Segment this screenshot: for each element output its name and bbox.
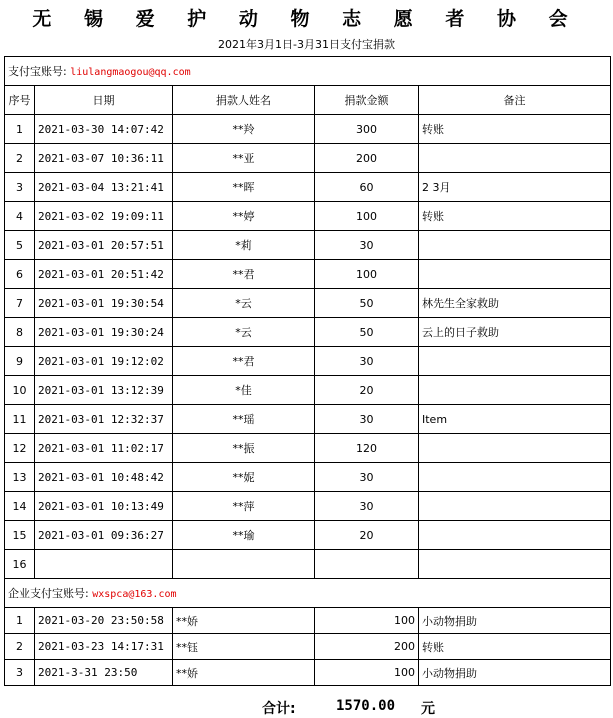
row-amount — [315, 550, 419, 579]
table-row — [5, 376, 611, 405]
row-date: 2021-03-01 20:51:42 — [35, 260, 173, 289]
enterprise-account-email: wxspca@163.com — [92, 589, 177, 600]
row-date: 2021-03-04 13:21:41 — [35, 173, 173, 202]
row-donor-name: *佳 — [173, 376, 315, 405]
table-header-row — [5, 86, 611, 115]
row-note: 云上的日子救助 — [419, 318, 611, 347]
row-donor-name — [173, 550, 315, 579]
table-row — [5, 202, 611, 231]
row-note — [419, 260, 611, 289]
row-note: 2 3月 — [419, 173, 611, 202]
row-amount: 30 — [315, 492, 419, 521]
row-date: 2021-03-01 19:30:24 — [35, 318, 173, 347]
row-date: 2021-03-01 12:32:37 — [35, 405, 173, 434]
row-no: 4 — [5, 202, 35, 231]
table-row — [5, 521, 611, 550]
total-label: 合计: — [262, 701, 296, 717]
header-date: 日期 — [35, 86, 173, 115]
row-amount: 20 — [315, 521, 419, 550]
row-date: 2021-03-01 10:48:42 — [35, 463, 173, 492]
row-amount: 50 — [315, 289, 419, 318]
row-donor-name: **晖 — [173, 173, 315, 202]
row-note — [419, 231, 611, 260]
row-note — [419, 376, 611, 405]
table-row — [5, 173, 611, 202]
row-date: 2021-03-07 10:36:11 — [35, 144, 173, 173]
row-donor-name: **娇 — [173, 608, 315, 634]
row-amount: 50 — [315, 318, 419, 347]
row-no: 5 — [5, 231, 35, 260]
row-donor-name: **亚 — [173, 144, 315, 173]
total-unit: 元 — [421, 701, 435, 717]
row-date: 2021-03-20 23:50:58 — [35, 608, 173, 634]
table-row — [5, 405, 611, 434]
table-row — [5, 231, 611, 260]
row-donor-name: **瑶 — [173, 405, 315, 434]
row-donor-name: *云 — [173, 289, 315, 318]
row-donor-name: **瑜 — [173, 521, 315, 550]
row-no: 3 — [5, 660, 35, 686]
row-date — [35, 550, 173, 579]
row-amount: 120 — [315, 434, 419, 463]
row-no: 11 — [5, 405, 35, 434]
page-title: 无 锡 爱 护 动 物 志 愿 者 协 会 — [32, 8, 581, 30]
row-donor-name: **妮 — [173, 463, 315, 492]
row-donor-name: **娇 — [173, 660, 315, 686]
row-amount: 300 — [315, 115, 419, 144]
row-amount: 60 — [315, 173, 419, 202]
row-amount: 200 — [315, 634, 419, 660]
row-donor-name: **萍 — [173, 492, 315, 521]
row-no: 16 — [5, 550, 35, 579]
row-note: 转账 — [419, 634, 611, 660]
row-amount: 200 — [315, 144, 419, 173]
enterprise-account-label: 企业支付宝账号: — [8, 587, 89, 600]
row-note — [419, 347, 611, 376]
table-row — [5, 289, 611, 318]
row-note — [419, 144, 611, 173]
row-note — [419, 434, 611, 463]
total-summary — [0, 698, 613, 718]
row-date: 2021-03-01 09:36:27 — [35, 521, 173, 550]
alipay-account-row — [5, 57, 611, 86]
alipay-account-email: liulangmaogou@qq.com — [70, 67, 191, 78]
row-donor-name: **君 — [173, 347, 315, 376]
row-donor-name: *云 — [173, 318, 315, 347]
row-note: 林先生全家救助 — [419, 289, 611, 318]
row-note: 转账 — [419, 202, 611, 231]
page-subtitle: 2021年3月1日-3月31日支付宝捐款 — [218, 38, 395, 51]
row-no: 8 — [5, 318, 35, 347]
enterprise-table-row — [5, 608, 611, 634]
header-amount: 捐款金额 — [315, 86, 419, 115]
row-donor-name: **钰 — [173, 634, 315, 660]
row-no: 13 — [5, 463, 35, 492]
enterprise-table-row — [5, 660, 611, 686]
table-row — [5, 347, 611, 376]
row-donor-name: **婷 — [173, 202, 315, 231]
row-donor-name: **羚 — [173, 115, 315, 144]
row-no: 9 — [5, 347, 35, 376]
row-note: Item — [419, 405, 611, 434]
row-no: 15 — [5, 521, 35, 550]
row-amount: 30 — [315, 405, 419, 434]
row-note: 小动物捐助 — [419, 660, 611, 686]
enterprise-account-row — [5, 579, 611, 608]
total-value: 1570.00 — [336, 698, 396, 714]
table-row — [5, 115, 611, 144]
alipay-account-label: 支付宝账号: — [8, 65, 67, 78]
header-no: 序号 — [5, 86, 35, 115]
table-row — [5, 492, 611, 521]
row-date: 2021-03-01 11:02:17 — [35, 434, 173, 463]
row-date: 2021-03-23 14:17:31 — [35, 634, 173, 660]
row-amount: 100 — [315, 260, 419, 289]
row-no: 1 — [5, 115, 35, 144]
table-row — [5, 260, 611, 289]
donation-table — [4, 56, 611, 686]
header-donor-name: 捐款人姓名 — [173, 86, 315, 115]
enterprise-table-row — [5, 634, 611, 660]
row-no: 3 — [5, 173, 35, 202]
row-no: 7 — [5, 289, 35, 318]
row-note — [419, 463, 611, 492]
row-donor-name: *莉 — [173, 231, 315, 260]
row-no: 2 — [5, 144, 35, 173]
row-date: 2021-03-01 20:57:51 — [35, 231, 173, 260]
row-no: 14 — [5, 492, 35, 521]
header-note: 备注 — [419, 86, 611, 115]
row-note: 转账 — [419, 115, 611, 144]
row-amount: 20 — [315, 376, 419, 405]
row-amount: 30 — [315, 463, 419, 492]
row-amount: 100 — [315, 660, 419, 686]
table-row — [5, 550, 611, 579]
row-no: 6 — [5, 260, 35, 289]
row-amount: 30 — [315, 231, 419, 260]
row-donor-name: **君 — [173, 260, 315, 289]
row-no: 12 — [5, 434, 35, 463]
row-date: 2021-03-01 13:12:39 — [35, 376, 173, 405]
table-row — [5, 144, 611, 173]
row-note — [419, 521, 611, 550]
table-row — [5, 318, 611, 347]
row-date: 2021-03-02 19:09:11 — [35, 202, 173, 231]
row-amount: 100 — [315, 608, 419, 634]
row-donor-name: **振 — [173, 434, 315, 463]
row-no: 1 — [5, 608, 35, 634]
table-row — [5, 434, 611, 463]
row-amount: 30 — [315, 347, 419, 376]
row-note: 小动物捐助 — [419, 608, 611, 634]
row-date: 2021-03-01 19:12:02 — [35, 347, 173, 376]
row-note — [419, 550, 611, 579]
table-row — [5, 463, 611, 492]
row-amount: 100 — [315, 202, 419, 231]
row-date: 2021-3-31 23:50 — [35, 660, 173, 686]
row-date: 2021-03-01 19:30:54 — [35, 289, 173, 318]
row-no: 10 — [5, 376, 35, 405]
row-date: 2021-03-01 10:13:49 — [35, 492, 173, 521]
row-no: 2 — [5, 634, 35, 660]
row-note — [419, 492, 611, 521]
row-date: 2021-03-30 14:07:42 — [35, 115, 173, 144]
